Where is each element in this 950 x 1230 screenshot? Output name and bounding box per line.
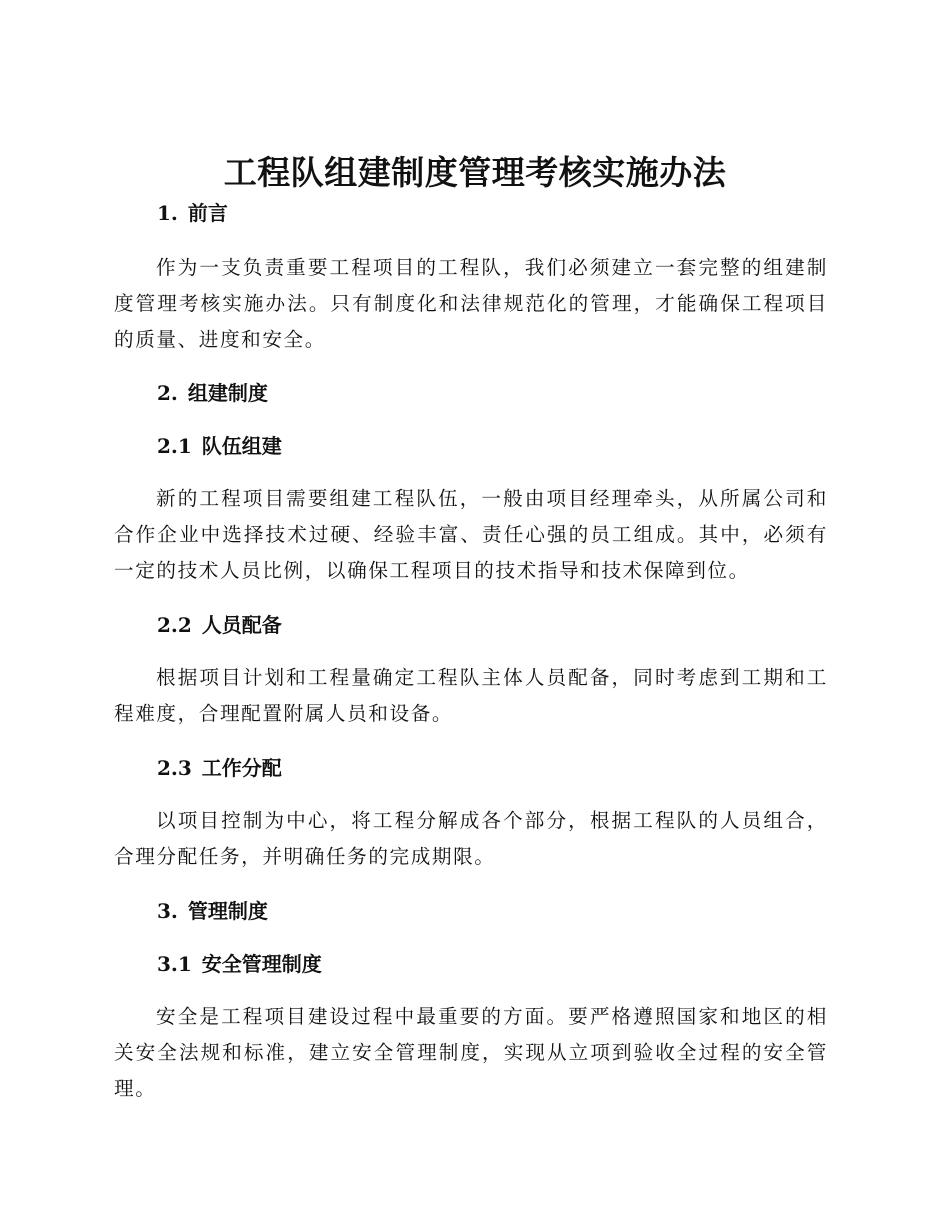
section-number: 2.1 bbox=[157, 434, 192, 458]
section-number: 2. bbox=[157, 381, 178, 405]
paragraph-safety-management: 安全是工程项目建设过程中最重要的方面。要严格遵照国家和地区的相关安全法规和标准，建立安全管理制度，实现从立项到验收全过程的安全管理。 bbox=[114, 1005, 828, 1100]
section-title: 前言 bbox=[187, 201, 228, 225]
section-heading-work-allocation bbox=[157, 754, 282, 782]
section-heading-formation-system bbox=[157, 379, 268, 407]
section-title: 管理制度 bbox=[187, 899, 268, 923]
paragraph-work-allocation: 以项目控制为中心，将工程分解成各个部分，根据工程队的人员组合，合理分配任务，并明确任务的完成期限。 bbox=[114, 809, 828, 868]
section-title: 人员配备 bbox=[201, 613, 282, 637]
section-heading-safety-management bbox=[157, 950, 322, 978]
section-number: 3.1 bbox=[157, 952, 192, 976]
paragraph-staffing: 根据项目计划和工程量确定工程队主体人员配备，同时考虑到工期和工程难度，合理配置附属人员和设备。 bbox=[114, 666, 828, 725]
section-heading-team-formation bbox=[157, 432, 282, 460]
section-number: 1. bbox=[157, 201, 178, 225]
paragraph-team-formation: 新的工程项目需要组建工程队伍，一般由项目经理牵头，从所属公司和合作企业中选择技术过硬、经验丰富、责任心强的员工组成。其中，必须有一定的技术人员比例，以确保工程项目的技术指导和技术保障到位。 bbox=[114, 487, 828, 582]
section-number: 3. bbox=[157, 899, 178, 923]
section-title: 组建制度 bbox=[187, 381, 268, 405]
section-title: 安全管理制度 bbox=[201, 952, 322, 976]
section-number: 2.3 bbox=[157, 756, 192, 780]
section-heading-staffing bbox=[157, 611, 282, 639]
section-number: 2.2 bbox=[157, 613, 192, 637]
document-title: 工程队组建制度管理考核实施办法 bbox=[223, 153, 727, 192]
section-heading-preface bbox=[157, 199, 228, 227]
section-heading-management-system bbox=[157, 897, 268, 925]
section-title: 队伍组建 bbox=[201, 434, 282, 458]
section-title: 工作分配 bbox=[201, 756, 282, 780]
paragraph-preface: 作为一支负责重要工程项目的工程队，我们必须建立一套完整的组建制度管理考核实施办法。只有制度化和法律规范化的管理，才能确保工程项目的质量、进度和安全。 bbox=[114, 256, 828, 351]
